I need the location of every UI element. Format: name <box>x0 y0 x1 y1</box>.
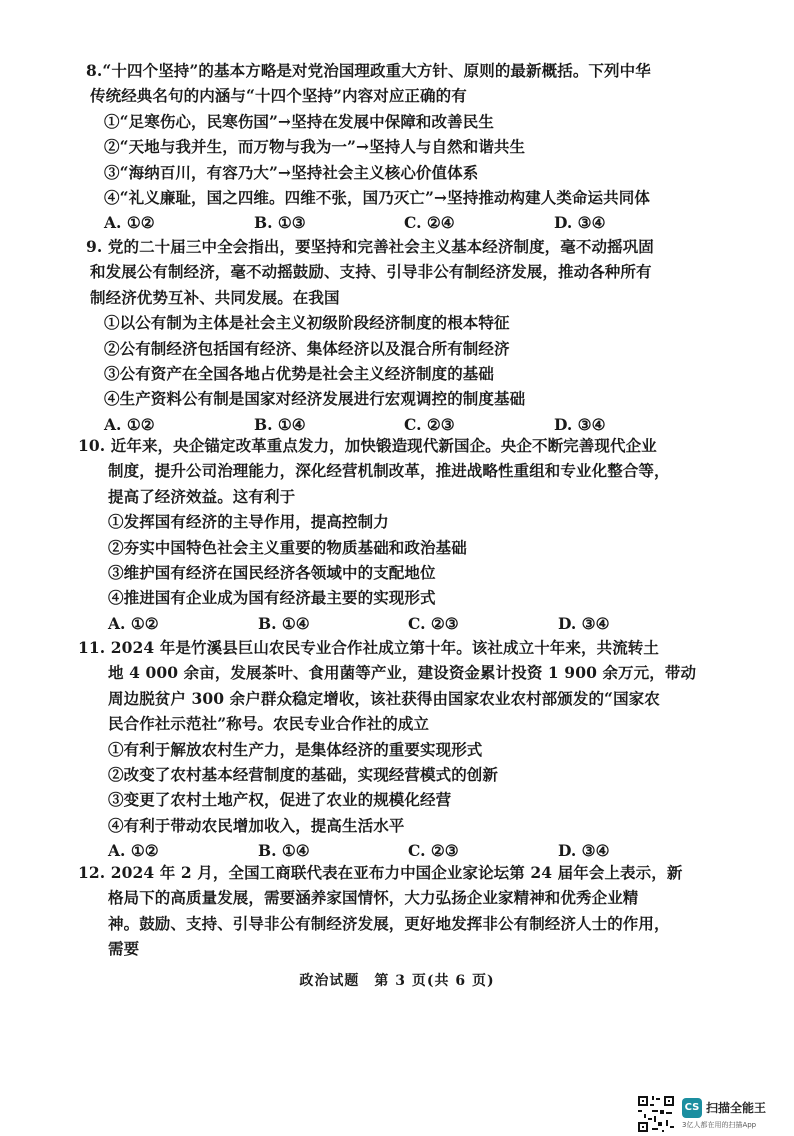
question-9 <box>88 234 720 437</box>
question-11 <box>78 635 720 864</box>
answer-choices <box>88 611 720 636</box>
option-statement: ③“海纳百川，有容乃大”→坚持社会主义核心价值体系 <box>104 162 479 182</box>
question-stem-line: 地 4 000 余亩，发展茶叶、食用菌等产业，建设资金累计投资 1 900 余万元，带动 <box>108 663 697 683</box>
choice-b: B. ①④ <box>254 414 306 434</box>
option-statement: ②公有制经济包括国有经济、集体经济以及混合所有制经济 <box>104 338 510 358</box>
question-stem-line: 需要 <box>108 939 140 959</box>
question-stem-line: 制度，提升公司治理能力，深化经营机制改革，推进战略性重组和专业化整合等， <box>108 461 670 481</box>
choice-b: B. ①④ <box>258 613 310 633</box>
scanner-app-tagline: 3亿人都在用的扫描App <box>682 1121 757 1129</box>
question-8 <box>88 58 720 236</box>
question-10 <box>78 433 720 636</box>
question-stem-line: 格局下的高质量发展，需要涵养家国情怀，大力弘扬企业家精神和优秀企业精 <box>108 888 639 908</box>
question-stem-line: 神。鼓励、支持、引导非公有制经济发展，更好地发挥非公有制经济人士的作用， <box>108 913 670 933</box>
option-statement: ②“天地与我并生，而万物与我为一”→坚持人与自然和谐共生 <box>104 137 526 157</box>
question-stem-line: 8.“十四个坚持”的基本方略是对党治国理政重大方针、原则的最新概括。下列中华 <box>86 61 651 80</box>
question-stem-line: 提高了经济效益。这有利于 <box>108 486 296 506</box>
question-12 <box>78 860 720 962</box>
question-stem-line: 制经济优势互补、共同发展。在我国 <box>90 287 340 307</box>
choice-a: A. ①② <box>108 841 159 861</box>
option-statement: ①以公有制为主体是社会主义初级阶段经济制度的根本特征 <box>104 313 510 333</box>
option-statement: ③公有资产在全国各地占优势是社会主义经济制度的基础 <box>104 363 495 383</box>
question-stem-line: 民合作社示范社”称号。农民专业合作社的成立 <box>108 714 430 734</box>
option-statement: ①有利于解放农村生产力，是集体经济的重要实现形式 <box>108 739 483 759</box>
question-stem-line: 传统经典名句的内涵与“十四个坚持”内容对应正确的有 <box>90 86 467 106</box>
page-footer: 政治试题 第 3 页(共 6 页) <box>299 973 495 989</box>
choice-c: C. ②③ <box>408 613 459 633</box>
option-statement: ④推进国有企业成为国有经济最主要的实现形式 <box>108 588 436 608</box>
option-statement: ②夯实中国特色社会主义重要的物质基础和政治基础 <box>108 537 467 557</box>
scanner-app-name: 扫描全能王 <box>706 1101 767 1115</box>
option-statement: ①发挥国有经济的主导作用，提高控制力 <box>108 512 389 532</box>
option-statement: ④“礼义廉耻，国之四维。四维不张，国乃灭亡”→坚持推动构建人类命运共同体 <box>104 187 650 207</box>
answer-choices <box>88 210 720 235</box>
option-statement: ③维护国有经济在国民经济各领域中的支配地位 <box>108 562 436 582</box>
option-statement: ④有利于带动农民增加收入，提高生活水平 <box>108 815 405 835</box>
question-stem-line: 10. 近年来，央企锚定改革重点发力，加快锻造现代新国企。央企不断完善现代企业 <box>78 436 657 455</box>
question-stem-line: 周边脱贫户 300 余户群众稳定增收，该社获得由国家农业农村部颁发的“国家农 <box>108 688 660 708</box>
scanner-watermark <box>636 1094 786 1136</box>
option-statement: ②改变了农村基本经营制度的基础，实现经营模式的创新 <box>108 764 499 784</box>
option-statement: ③变更了农村土地产权，促进了农业的规模化经营 <box>108 790 452 810</box>
choice-d: D. ③④ <box>558 613 610 633</box>
choice-c: C. ②④ <box>404 213 455 233</box>
choice-c: C. ②③ <box>404 414 455 434</box>
choice-a: A. ①② <box>108 613 159 633</box>
question-stem-line: 和发展公有制经济，毫不动摇鼓励、支持、引导非公有制经济发展，推动各种所有 <box>90 262 652 282</box>
question-stem-line: 12. 2024 年 2 月，全国工商联代表在亚布力中国企业家论坛第 24 届年会上表示，新 <box>78 863 683 882</box>
choice-a: A. ①② <box>104 213 155 233</box>
option-statement: ①“足寒伤心，民寒伤国”→坚持在发展中保障和改善民生 <box>104 111 494 131</box>
qr-code-icon <box>636 1094 676 1134</box>
choice-d: D. ③④ <box>554 414 606 434</box>
camscanner-logo: CS <box>682 1098 702 1118</box>
choice-c: C. ②③ <box>408 841 459 861</box>
question-stem-line: 11. 2024 年是竹溪县巨山农民专业合作社成立第十年。该社成立十年来，共流转土 <box>78 638 660 657</box>
choice-d: D. ③④ <box>554 213 606 233</box>
choice-b: B. ①③ <box>254 213 306 233</box>
question-stem-line: 9. 党的二十届三中全会指出，要坚持和完善社会主义基本经济制度，毫不动摇巩固 <box>86 237 654 256</box>
choice-d: D. ③④ <box>558 841 610 861</box>
choice-b: B. ①④ <box>258 841 310 861</box>
option-statement: ④生产资料公有制是国家对经济发展进行宏观调控的制度基础 <box>104 389 526 409</box>
choice-a: A. ①② <box>104 414 155 434</box>
